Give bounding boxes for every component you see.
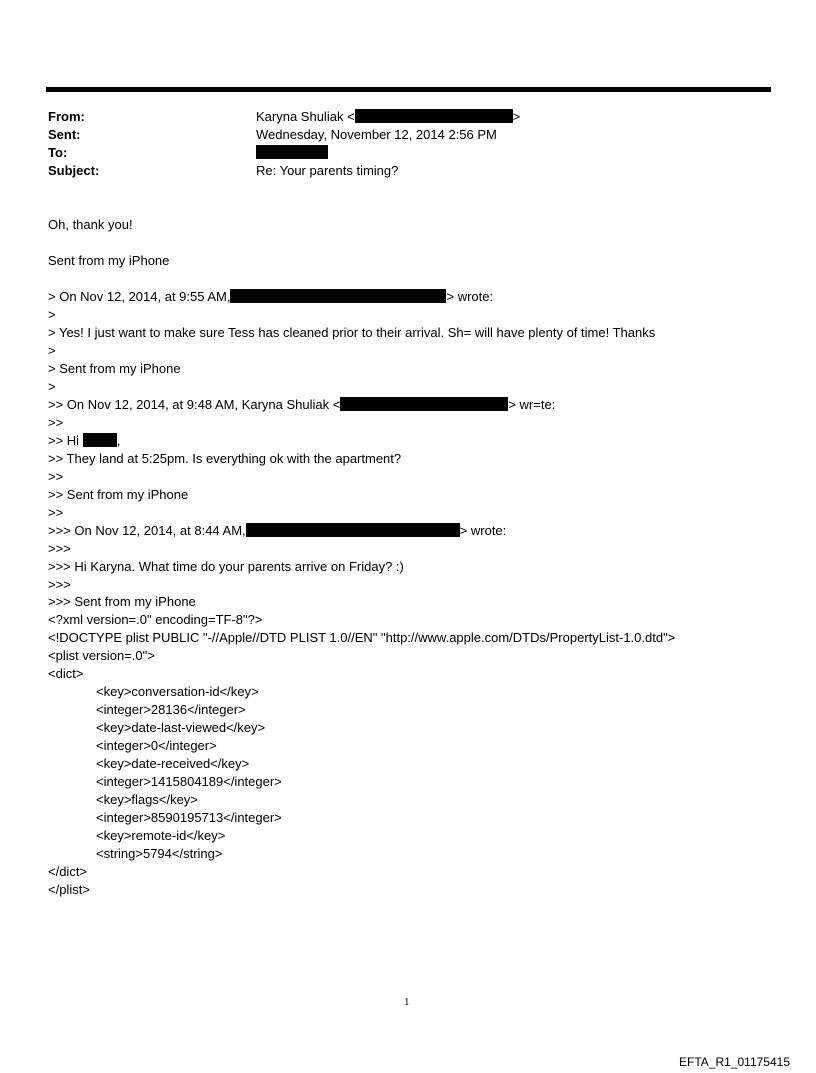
quote-text: > wr=te: xyxy=(508,397,556,412)
body-line: Sent from my iPhone xyxy=(48,253,170,268)
to-value xyxy=(256,144,328,162)
body-line: Oh, thank you! xyxy=(48,217,133,232)
plist-line: <key>flags</key> xyxy=(96,792,198,807)
quote-line: >>> xyxy=(48,577,71,592)
plist-line: <key>conversation-id</key> xyxy=(96,684,259,699)
from-name: Karyna Shuliak < xyxy=(256,109,355,124)
quote-text: > wrote: xyxy=(446,289,494,304)
plist-line: <integer>1415804189</integer> xyxy=(96,774,282,789)
subject-label: Subject: xyxy=(48,163,100,178)
subject-value: Re: Your parents timing? xyxy=(256,163,399,178)
plist-line: <string>5794</string> xyxy=(96,846,223,861)
quote-line: >>> Hi Karyna. What time do your parents arrive on Friday? :) xyxy=(48,559,404,574)
from-value xyxy=(256,108,520,126)
quote-line xyxy=(48,288,493,306)
redaction-bar xyxy=(340,397,508,411)
quote-line: >> xyxy=(48,505,64,520)
quote-text: >> On Nov 12, 2014, at 9:48 AM, Karyna Shuliak < xyxy=(48,397,341,412)
sent-label: Sent: xyxy=(48,127,81,142)
quote-line: > Yes! I just want to make sure Tess has cleaned prior to their arrival. Sh= will have plenty of time! Thanks xyxy=(48,325,656,340)
quote-line xyxy=(48,432,120,450)
from-close: > xyxy=(512,109,521,124)
plist-line: <integer>28136</integer> xyxy=(96,702,246,717)
redaction-bar xyxy=(83,433,117,447)
quote-line: >> Sent from my iPhone xyxy=(48,487,189,502)
quote-line xyxy=(48,396,555,414)
quote-line: >>> Sent from my iPhone xyxy=(48,594,196,609)
from-label: From: xyxy=(48,109,85,124)
quote-text: > On Nov 12, 2014, at 9:55 AM, xyxy=(48,289,231,304)
quote-line: > xyxy=(48,379,56,394)
redaction-bar xyxy=(230,289,446,303)
plist-line: <key>date-received</key> xyxy=(96,756,250,771)
sent-value: Wednesday, November 12, 2014 2:56 PM xyxy=(256,127,497,142)
redaction-bar xyxy=(355,109,513,123)
redaction-bar xyxy=(256,145,328,159)
quote-line: > xyxy=(48,343,56,358)
quote-line: >> xyxy=(48,469,64,484)
plist-line: <plist version=.0"> xyxy=(48,648,155,663)
quote-line xyxy=(48,522,506,540)
to-label: To: xyxy=(48,145,68,160)
plist-line: <dict> xyxy=(48,666,84,681)
document-id: EFTA_R1_01175415 xyxy=(679,1055,790,1069)
quote-line: >> They land at 5:25pm. Is everything ok with the apartment? xyxy=(48,451,402,466)
plist-line: <integer>0</integer> xyxy=(96,738,217,753)
quote-text: > wrote: xyxy=(459,523,507,538)
plist-line: </dict> xyxy=(48,864,88,879)
quote-text: >> Hi xyxy=(48,433,80,448)
page-number: 1 xyxy=(404,996,410,1008)
redaction-bar xyxy=(246,523,460,537)
quote-line: > Sent from my iPhone xyxy=(48,361,181,376)
quote-line: >>> xyxy=(48,541,71,556)
quote-line: >> xyxy=(48,415,64,430)
plist-line: <integer>8590195713</integer> xyxy=(96,810,282,825)
plist-line: <!DOCTYPE plist PUBLIC "-//Apple//DTD PLIST 1.0//EN" "http://www.apple.com/DTDs/PropertyList-1.0.dtd"> xyxy=(48,630,676,645)
plist-line: <key>date-last-viewed</key> xyxy=(96,720,266,735)
quote-text: >>> On Nov 12, 2014, at 8:44 AM, xyxy=(48,523,246,538)
plist-line: <key>remote-id</key> xyxy=(96,828,226,843)
plist-line: <?xml version=.0" encoding=TF-8"?> xyxy=(48,612,263,627)
header-rule xyxy=(46,87,771,92)
quote-text: , xyxy=(116,433,121,448)
quote-line: > xyxy=(48,307,56,322)
plist-line: </plist> xyxy=(48,882,90,897)
